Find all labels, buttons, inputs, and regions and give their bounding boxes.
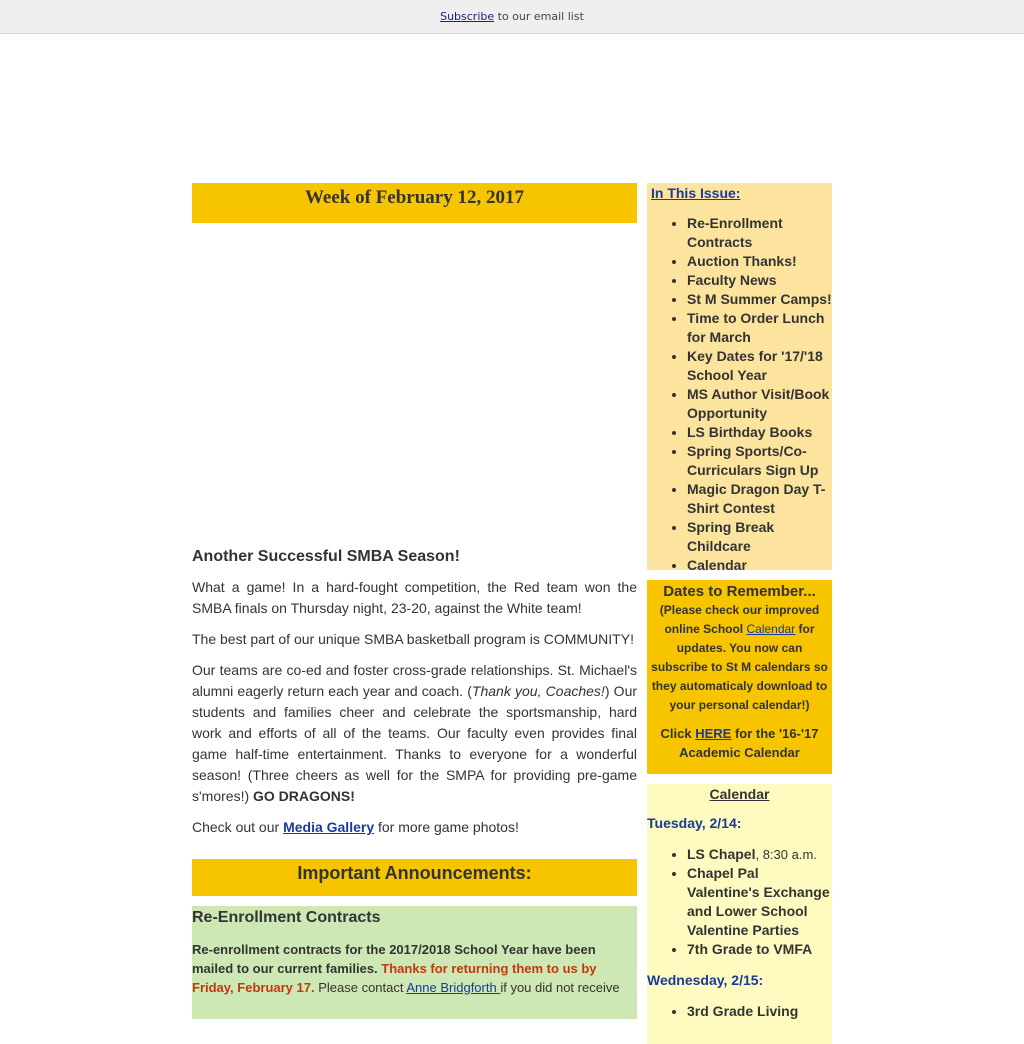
issue-item[interactable]: • Auction Thanks! xyxy=(687,252,832,271)
dates-body-a: (Please check our improved online School xyxy=(659,603,820,636)
reenroll-section xyxy=(192,906,637,1019)
reenroll-text-a: Re-enrollment contracts for the 2017/2018 School Year have been mailed to our current families. xyxy=(192,942,596,976)
calendar-event xyxy=(687,940,832,959)
here-link[interactable]: HERE xyxy=(695,726,732,741)
hero-image-area xyxy=(192,223,637,538)
main-column xyxy=(192,183,637,1019)
dates-to-remember-box xyxy=(647,580,832,774)
reenroll-deadline: Thanks for returning them to us by Friday, February 17. xyxy=(192,961,597,995)
issue-item[interactable]: • MS Author Visit/Book Opportunity xyxy=(687,385,832,423)
calendar-day-1-list xyxy=(647,845,832,959)
p3-text-b: ) Our students and families cheer and celebrate the sportsmanship, hard work and efforts of all of the teams. Our faculty even provides final game half-time entertainment. Thanks to everyone for a wonderful season! (Three cheers as well for the SMPA for providing pre-game s'mores!) xyxy=(192,683,638,804)
click-text-b: for the '16-'17 Academic Calendar xyxy=(679,726,819,760)
article-paragraph-2: The best part of our unique SMBA basketball program is COMMUNITY! xyxy=(192,631,634,647)
issue-item[interactable]: • Faculty News xyxy=(687,271,832,290)
calendar-day-1: Tuesday, 2/14: xyxy=(647,815,742,831)
article-paragraph-3 xyxy=(192,660,637,807)
issue-item[interactable]: • Calendar xyxy=(687,556,832,575)
subscribe-link[interactable]: Subscribe xyxy=(440,10,495,23)
click-text-a: Click xyxy=(660,726,696,741)
issue-item[interactable]: • Time to Order Lunch for March xyxy=(687,309,832,347)
reenroll-text xyxy=(192,940,637,997)
calendar-day-2: Wednesday, 2/15: xyxy=(647,972,764,988)
event-time: , 8:30 a.m. xyxy=(755,847,817,862)
calendar-title xyxy=(647,786,832,802)
dates-title: Dates to Remember... xyxy=(663,583,816,600)
issue-item[interactable]: • LS Birthday Books xyxy=(687,423,832,442)
issue-item[interactable]: • Re-Enrollment Contracts xyxy=(687,214,832,252)
p3-bold: GO DRAGONS! xyxy=(253,788,355,804)
article-paragraph-1: What a game! In a hard-fought competition, the Red team won the SMBA finals on Thursday night, 23-20, against the White team! xyxy=(192,579,637,616)
issue-list xyxy=(647,214,832,575)
academic-calendar-line xyxy=(647,724,832,762)
issue-item[interactable]: • Key Dates for '17/'18 School Year xyxy=(687,347,832,385)
dates-body-b: for updates. You now can subscribe to St M calendars so they automaticaly download to your personal calendar!) xyxy=(651,622,828,712)
article-paragraph-4 xyxy=(192,817,637,838)
calendar-box xyxy=(647,784,832,1044)
smba-article xyxy=(192,548,637,838)
in-this-issue-title[interactable]: In This Issue: xyxy=(651,185,741,201)
calendar-title-text: Calendar xyxy=(709,786,770,802)
p3-italic: Thank you, Coaches! xyxy=(471,683,605,699)
school-calendar-link[interactable]: Calendar xyxy=(746,622,796,636)
media-gallery-link[interactable]: Media Gallery xyxy=(283,819,375,835)
dates-body xyxy=(647,601,832,715)
announcements-banner: Important Announcements: xyxy=(192,859,637,896)
week-banner: Week of February 12, 2017 xyxy=(192,183,637,223)
issue-item[interactable]: • Spring Break Childcare xyxy=(687,518,832,556)
p4-text-b: for more game photos! xyxy=(374,819,519,835)
anne-bridgforth-link[interactable]: Anne Bridgforth xyxy=(406,980,501,995)
issue-item[interactable]: • Spring Sports/Co-Curriculars Sign Up xyxy=(687,442,832,480)
issue-item[interactable]: • Magic Dragon Day T-Shirt Contest xyxy=(687,480,832,518)
reenroll-text-b: Please contact xyxy=(314,980,407,995)
event-name: 3rd Grade Living xyxy=(687,1003,799,1019)
in-this-issue-box xyxy=(647,183,832,573)
event-name: 7th Grade to VMFA xyxy=(687,941,813,957)
calendar-event xyxy=(687,1002,832,1021)
reenroll-title: Re-Enrollment Contracts xyxy=(192,909,381,926)
event-name: Chapel Pal Valentine's Exchange and Lower School Valentine Parties xyxy=(687,865,830,938)
issue-item[interactable]: • St M Summer Camps! xyxy=(687,290,832,309)
calendar-day-2-list xyxy=(647,1002,832,1021)
reenroll-text-c: if you did not receive xyxy=(500,980,620,995)
article-title: Another Successful SMBA Season! xyxy=(192,548,460,565)
subscribe-bar xyxy=(0,0,1024,34)
p3-text-a: Our teams are co-ed and foster cross-grade relationships. St. Michael's alumni eagerly return each year and coach. ( xyxy=(192,662,637,699)
subscribe-text: to our email list xyxy=(494,10,584,23)
calendar-event xyxy=(687,845,832,864)
p4-text-a: Check out our xyxy=(192,819,284,835)
event-name: LS Chapel xyxy=(687,846,756,862)
calendar-event xyxy=(687,864,832,940)
